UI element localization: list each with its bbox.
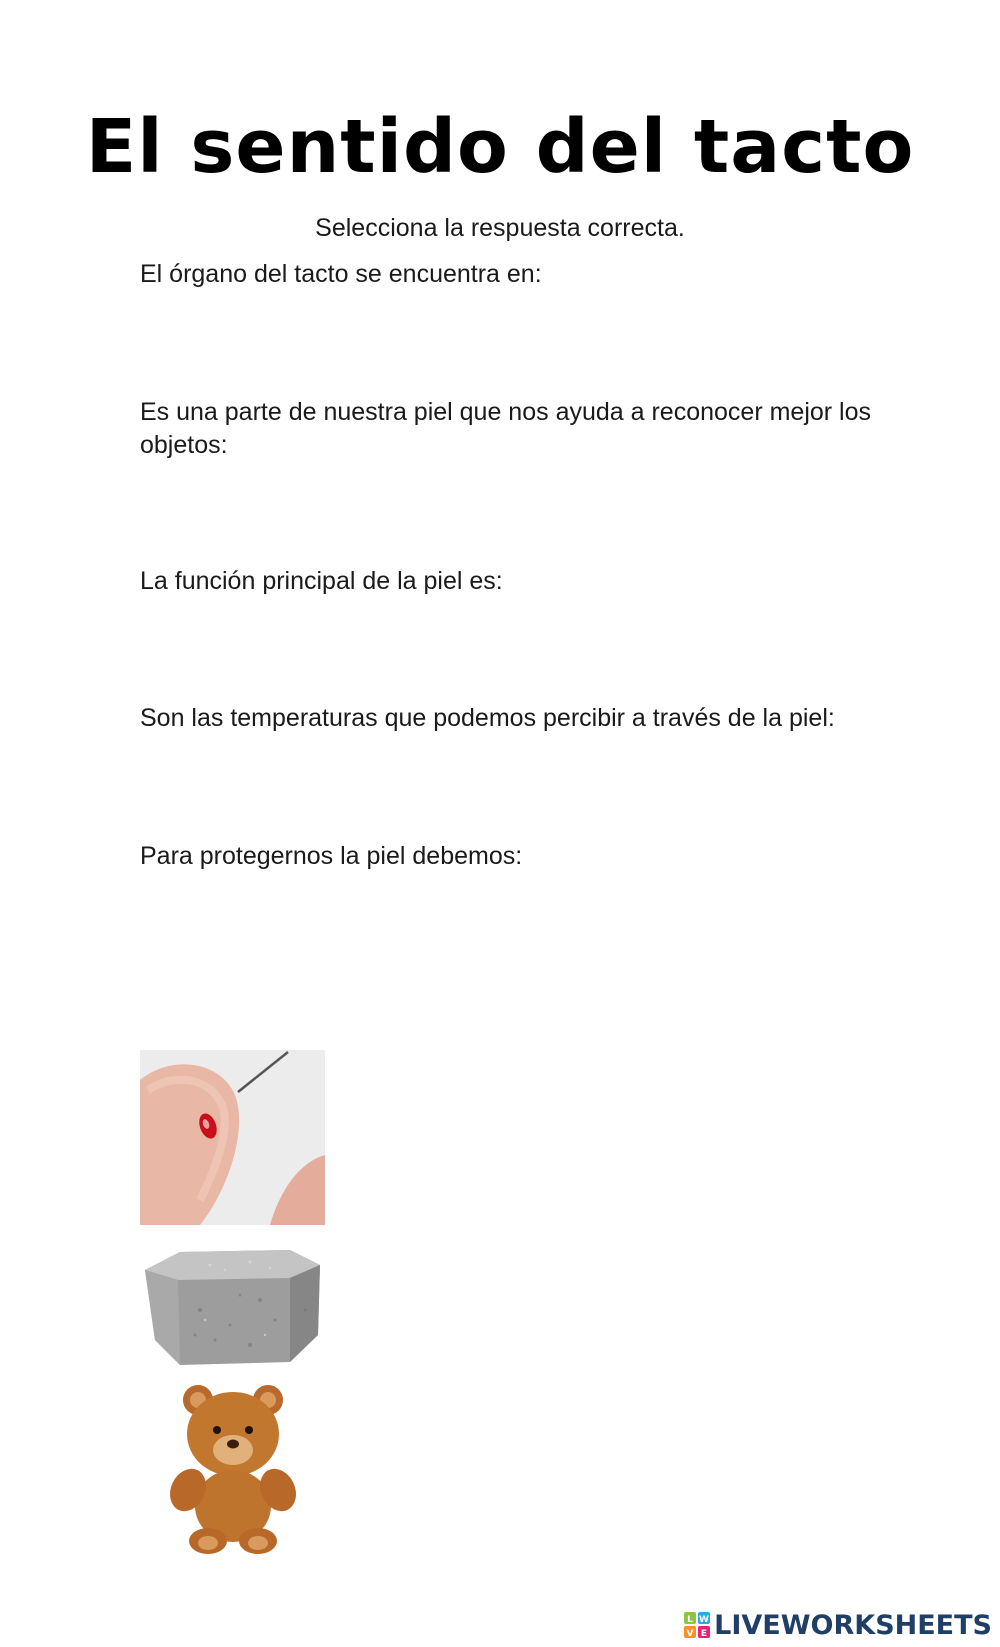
question-4: Son las temperaturas que podemos percibir a través de la piel: — [140, 704, 835, 732]
brand-icon-letter: V — [686, 1629, 694, 1638]
brand-icon-letter: W — [699, 1615, 710, 1625]
question-1: El órgano del tacto se encuentra en: — [140, 260, 542, 288]
stone-block-image — [140, 1240, 325, 1375]
worksheet-title: El sentido del tacto — [85, 104, 915, 190]
finger-with-needle-image — [140, 1050, 325, 1225]
instructions: Selecciona la respuesta correcta. — [315, 214, 685, 242]
brand-icon-letter: E — [701, 1629, 708, 1638]
question-5: Para protegernos la piel debemos: — [140, 842, 523, 870]
brand-name: LIVEWORKSHEETS — [714, 1609, 992, 1641]
brand-icon-letter: L — [687, 1615, 694, 1625]
liveworksheets-icon — [684, 1612, 710, 1638]
question-2: Es una parte de nuestra piel que nos ayuda a reconocer mejor los objetos: — [140, 398, 872, 459]
question-3: La función principal de la piel es: — [140, 567, 503, 595]
teddy-bear-image — [140, 1378, 325, 1558]
liveworksheets-logo — [684, 1608, 992, 1642]
